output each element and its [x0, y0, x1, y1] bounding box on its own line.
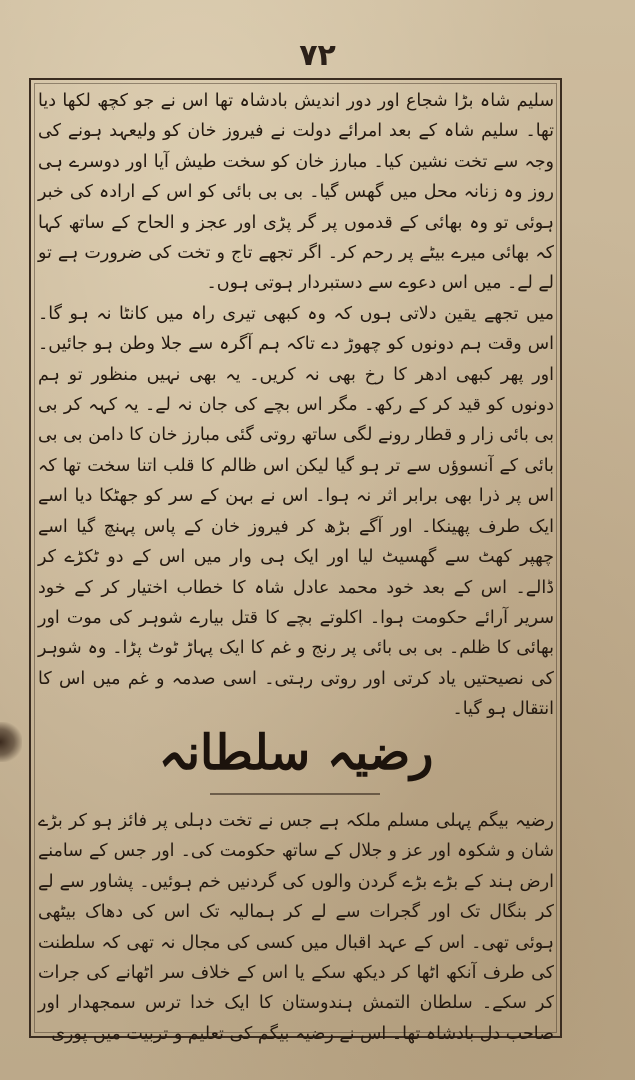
- heading-underline: [210, 793, 380, 795]
- page-number: ۷۲: [299, 38, 336, 73]
- binding-mark: [0, 722, 22, 762]
- body-text-upper: [38, 86, 554, 725]
- paragraph: میں تجھے یقین دلاتی ہوں کہ وہ کبھی تیری راہ میں کانٹا نہ ہو گا۔ اس وقت ہم دونوں کو چھوڑ دے تاکہ ہم آگرہ سے جلا وطن ہو جائیں۔ اور پھر کبھی ادھر کا رخ بھی نہ کریں۔ یہ بھی نہیں منظور تو ہم دونوں کو قید کر کے رکھ۔ مگر اس بچے کی جان نہ لے۔ یہ کہہ کر بی بی بائی زار و قطار رونے لگی ساتھ روتی گئی مبارز خان کا دامن بی بی بائی کے آنسوؤں سے تر ہو گیا لیکن اس ظالم کا قلب اتنا سخت تھا کہ اس پر ذرا بھی برابر اثر نہ ہوا۔ اس نے بہن کے سر کو جھٹکا دیا اسے ایک طرف پھینکا۔ اور آگے بڑھ کر فیروز خان کے پاس پہنچ گیا اسے چھپر کھٹ سے گھسیٹ لیا اور ایک ہی وار میں اس کے دو ٹکڑے کر ڈالے۔ اس کے بعد خود محمد عادل شاہ کا خطاب اختیار کر کے خود سریر آرائے حکومت ہوا۔ اکلوتے بچے کا قتل بیارے شوہر کی موت اور بھائی کا ظلم۔ بی بی بائی پر رنج و غم کا ایک پہاڑ ٹوٹ پڑا۔ وہ شوہر کی نصیحتیں یاد کرتی اور روتی رہتی۔ اسی صدمہ و غم میں اس کا انتقال ہو گیا۔: [38, 303, 554, 720]
- paragraph: سلیم شاہ بڑا شجاع اور دور اندیش بادشاہ تھا اس نے جو کچھ لکھا دیا تھا۔ سلیم شاہ کے بعد امرائے دولت نے فیروز خان کو ولیعہد ہونے کی وجہ سے تخت نشین کیا۔ مبارز خان کو سخت طیش آیا اور دوسرے ہی روز وہ زنانہ محل میں گھس گیا۔ بی بی بائی کو اس کے ارادہ کی خبر ہوئی تو وہ بھائی کے قدموں پر گر پڑی اور عجز و الحاح کے ساتھ کہا کہ بھائی میرے بیٹے پر رحم کر۔ اگر تجھے تاج و تخت کی ضرورت ہے تو لے لے۔ میں اس دعوے سے دستبردار ہوتی ہوں۔: [38, 91, 554, 294]
- section-heading: رضیہ سلطانہ: [158, 725, 434, 781]
- paragraph: رضیہ بیگم پہلی مسلم ملکہ ہے جس نے تخت دہلی پر فائز ہو کر بڑے شان و شکوہ اور عز و جلال کے ساتھ حکومت کی۔ اور جس کے سامنے ارض ہند کے بڑے بڑے گردن والوں کی گردنیں خم ہوئیں۔ پشاور سے لے کر بنگال تک اور گجرات سے لے کر ہمالیہ تک اس کی دھاک بیٹھی ہوئی تھی۔ اس کے عہد اقبال میں کسی کی مجال نہ تھی کہ سلطنت کی طرف آنکھ اٹھا کر دیکھ سکے یا اس کے خلاف سر اٹھانے کی جرات کر سکے۔ سلطان التمش ہندوستان کا ایک خدا ترس سمجھدار اور صاحب دل بادشاہ تھا۔ اس نے رضیہ بیگم کی تعلیم و تربیت میں پوری: [38, 811, 554, 1044]
- body-text-lower: [38, 806, 554, 1049]
